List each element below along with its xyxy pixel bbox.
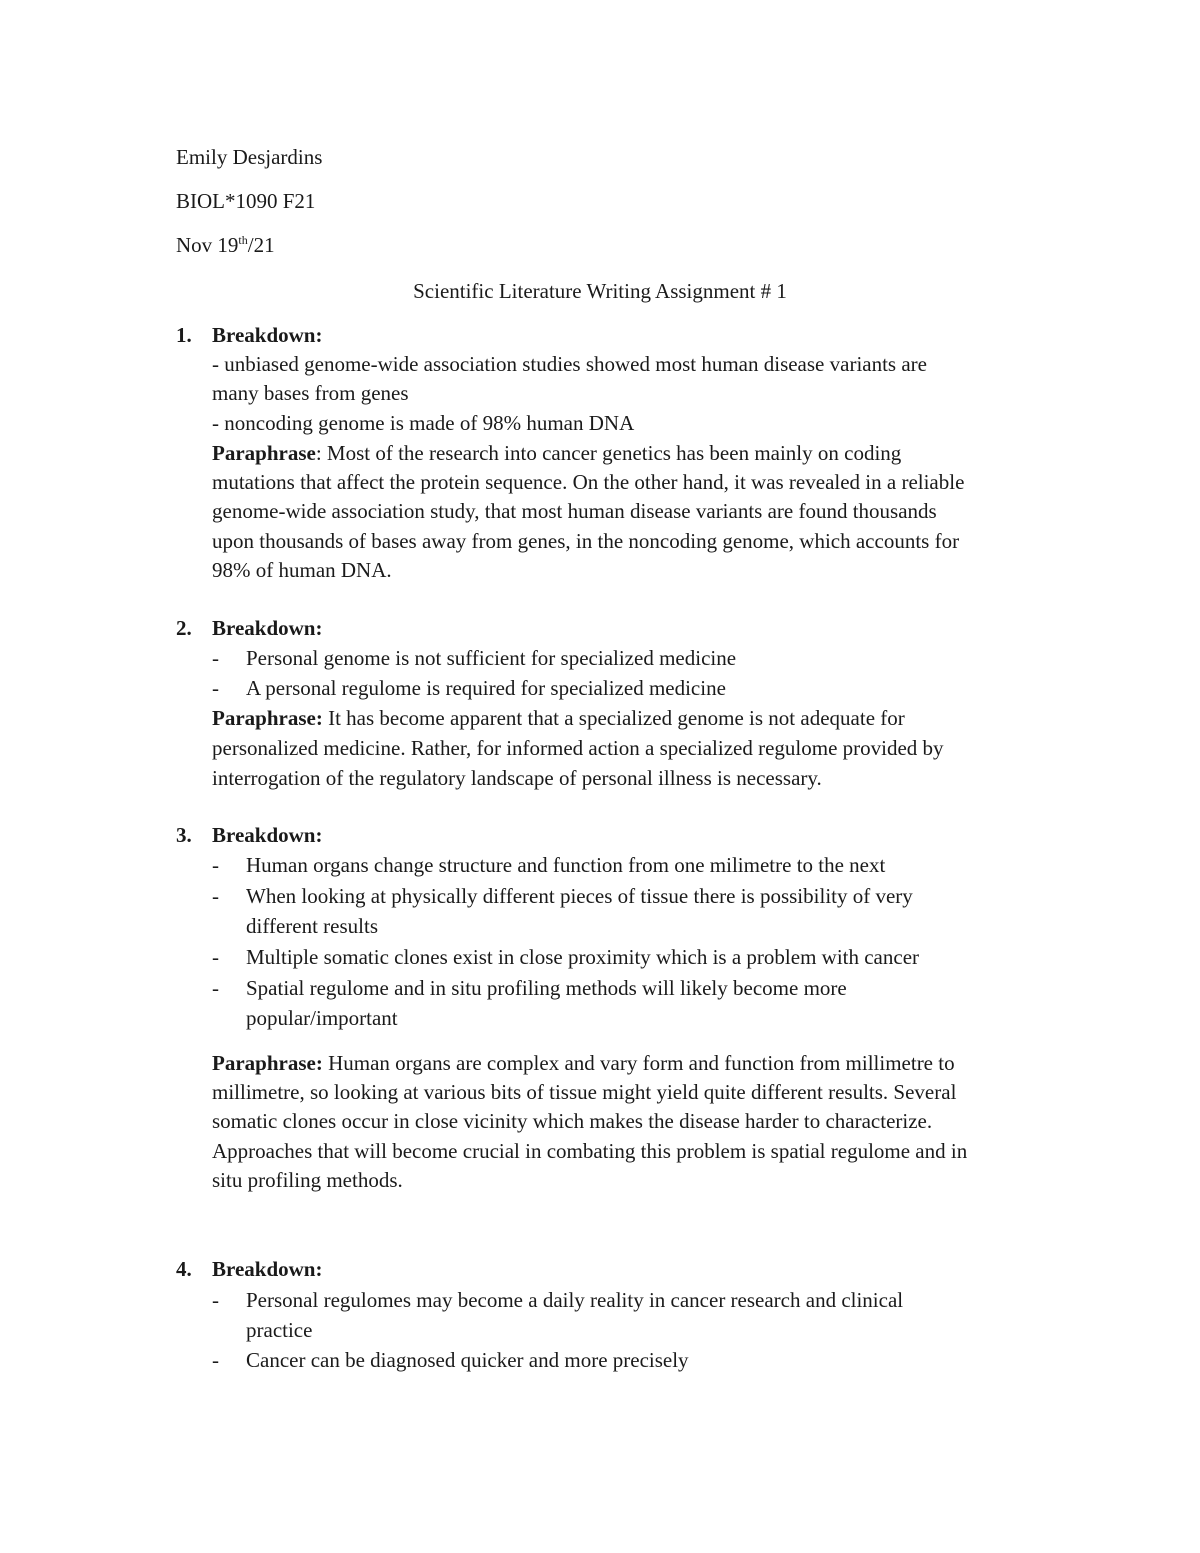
section-4-number: 4. [176,1257,192,1281]
section-4-heading: Breakdown: [212,1257,323,1281]
section-2-paraphrase-2: personalized medicine. Rather, for informed action a specialized regulome provided by [212,736,944,760]
section-4-dash-2: - [212,1348,219,1372]
section-2-paraphrase-1 [212,703,905,733]
section-3-dash-4: - [212,976,219,1000]
section-1-number: 1. [176,323,192,347]
section-2-heading: Breakdown: [212,616,323,640]
section-3-paraphrase-text: Human organs are complex and vary form and function from millimetre to [322,1051,955,1075]
section-3-dash-3: - [212,945,219,969]
section-4-breakdown-2: Cancer can be diagnosed quicker and more precisely [246,1348,689,1372]
date-prefix: Nov 19 [176,233,239,257]
section-2-dash-2: - [212,676,219,700]
section-4-dash-1: - [212,1288,219,1312]
date-suffix: /21 [247,233,275,257]
section-1-paraphrase-1 [212,438,901,468]
date [176,230,275,260]
section-1-paraphrase-5: 98% of human DNA. [212,558,392,582]
section-2-paraphrase-text: It has become apparent that a specialized genome is not adequate for [322,706,905,730]
section-3-paraphrase-1 [212,1048,955,1078]
section-1-paraphrase-label: Paraphrase [212,441,316,465]
section-1-paraphrase-4: upon thousands of bases away from genes, in the noncoding genome, which accounts for [212,529,960,553]
section-1-breakdown-1a: - unbiased genome-wide association studies showed most human disease variants are [212,352,927,376]
section-3-number: 3. [176,823,192,847]
author-name: Emily Desjardins [176,145,323,169]
section-1-breakdown-1b: many bases from genes [212,381,409,405]
section-2-breakdown-2: A personal regulome is required for specialized medicine [246,676,726,700]
section-2-paraphrase-label: Paraphrase: [212,706,323,730]
section-4-breakdown-1b: practice [246,1318,313,1342]
section-1-paraphrase-text: : Most of the research into cancer genetics has been mainly on coding [315,441,902,465]
section-3-dash-1: - [212,853,219,877]
section-1-breakdown-2: - noncoding genome is made of 98% human DNA [212,411,635,435]
section-3-dash-2: - [212,884,219,908]
section-1-heading: Breakdown: [212,323,323,347]
section-2-dash-1: - [212,646,219,670]
section-3-breakdown-2b: different results [246,914,378,938]
section-3-breakdown-1: Human organs change structure and function from one milimetre to the next [246,853,886,877]
section-3-paraphrase-2: millimetre, so looking at various bits of tissue might yield quite different results. Several [212,1080,957,1104]
section-3-paraphrase-4: Approaches that will become crucial in combating this problem is spatial regulome and in [212,1139,968,1163]
section-1-paraphrase-3: genome-wide association study, that most human disease variants are found thousands [212,499,937,523]
section-4-breakdown-1a: Personal regulomes may become a daily reality in cancer research and clinical [246,1288,904,1312]
section-3-breakdown-2a: When looking at physically different pieces of tissue there is possibility of very [246,884,913,908]
section-3-paraphrase-3: somatic clones occur in close vicinity which makes the disease harder to characterize. [212,1109,933,1133]
section-3-breakdown-4a: Spatial regulome and in situ profiling methods will likely become more [246,976,847,1000]
section-3-paraphrase-label: Paraphrase: [212,1051,323,1075]
section-3-paraphrase-5: situ profiling methods. [212,1168,403,1192]
section-1-paraphrase-2: mutations that affect the protein sequence. On the other hand, it was revealed in a reliable [212,470,965,494]
section-3-breakdown-4b: popular/important [246,1006,398,1030]
section-3-heading: Breakdown: [212,823,323,847]
date-superscript: th [238,233,248,247]
section-3-breakdown-3: Multiple somatic clones exist in close proximity which is a problem with cancer [246,945,920,969]
document-title: Scientific Literature Writing Assignment # 1 [413,279,787,303]
section-2-paraphrase-3: interrogation of the regulatory landscape of personal illness is necessary. [212,766,822,790]
section-2-breakdown-1: Personal genome is not sufficient for specialized medicine [246,646,737,670]
course-code: BIOL*1090 F21 [176,189,316,213]
section-2-number: 2. [176,616,192,640]
